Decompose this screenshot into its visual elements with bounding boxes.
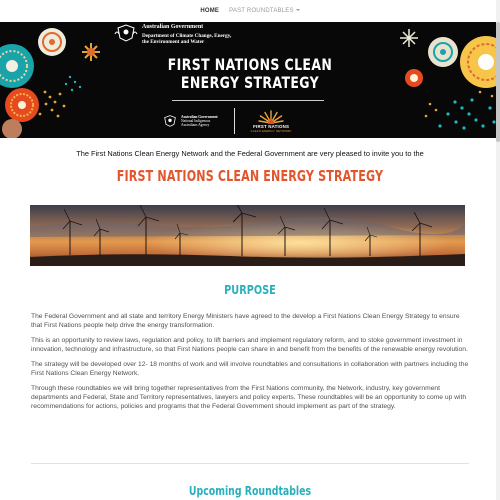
scrollbar-thumb[interactable] [496, 22, 500, 142]
purpose-heading: PURPOSE [224, 282, 276, 297]
logo-separator [234, 108, 235, 134]
purpose-paragraph-3: The strategy will be developed over 12- 18 months of work and will involve roundtables and consultations in collaboration with partners including the First Nations Clean Energy Network. [31, 361, 469, 377]
partner-logos [162, 108, 292, 134]
page-title: FIRST NATIONS CLEAN ENERGY STRATEGY [116, 167, 384, 185]
crest-icon [114, 24, 138, 42]
sun-logo-icon [258, 110, 284, 124]
crest-icon [162, 115, 178, 127]
section-divider [31, 463, 469, 464]
page-scrollbar[interactable] [496, 0, 500, 500]
network-logo-line-2: CLEAN ENERGY NETWORK [250, 128, 292, 133]
niaa-line-1: Australian Government [181, 114, 218, 119]
network-logo [251, 110, 292, 133]
niaa-line-2: National Indigenous [181, 118, 211, 123]
gov-line-3: the Environment and Water [142, 39, 205, 45]
niaa-line-3: Australians Agency [181, 123, 210, 128]
top-nav [0, 0, 500, 22]
caret-down-icon [296, 9, 300, 11]
network-logo-line-1: FIRST NATIONS [253, 123, 290, 129]
gov-line-2: Department of Climate Change, Energy, [142, 33, 232, 39]
purpose-paragraph-2: This is an opportunity to review laws, regulation and policy, to lift barriers and implement regulatory reform, and to stoke government investment in innovation, technology and infrastructure, so that First Nations people can share in and benefit from the benefits of the renewable energy revolution. [31, 337, 468, 353]
banner-title-line-2: ENERGY STRATEGY [180, 73, 320, 92]
department-logo [114, 24, 231, 45]
wind-turbine-photo [30, 205, 465, 266]
banner-divider [172, 100, 324, 101]
upcoming-roundtables-heading: Upcoming Roundtables [188, 484, 312, 498]
gov-line-1: Australian Government [142, 24, 204, 30]
niaa-logo [162, 115, 218, 128]
nav-past-label: PAST ROUNDTABLES [229, 8, 294, 14]
nav-home-link[interactable]: HOME [200, 8, 220, 14]
purpose-content [31, 312, 469, 417]
banner-title-line-1: FIRST NATIONS CLEAN [167, 55, 333, 74]
nav-past-roundtables-dropdown[interactable] [229, 8, 300, 14]
hero-banner [0, 22, 500, 138]
purpose-paragraph-1: The Federal Government and all state and territory Energy Ministers have agreed to the develop a First Nations Clean Energy Strategy to ensure that First Nations people help drive the energy transformation. [31, 313, 460, 329]
purpose-paragraph-4: Through these roundtables we will bring together representatives from the First Nations community, the Network, industry, key government departments and Federal, State and Territory representatives, lawyers and policy experts. These roundtables will be an opportunity to come up with recommendations for actions, policies and programs that the Federal Government should implement as part of the strategy. [31, 385, 467, 410]
invite-text: The First Nations Clean Energy Network and the Federal Government are very pleased to invite you to the [76, 149, 424, 158]
